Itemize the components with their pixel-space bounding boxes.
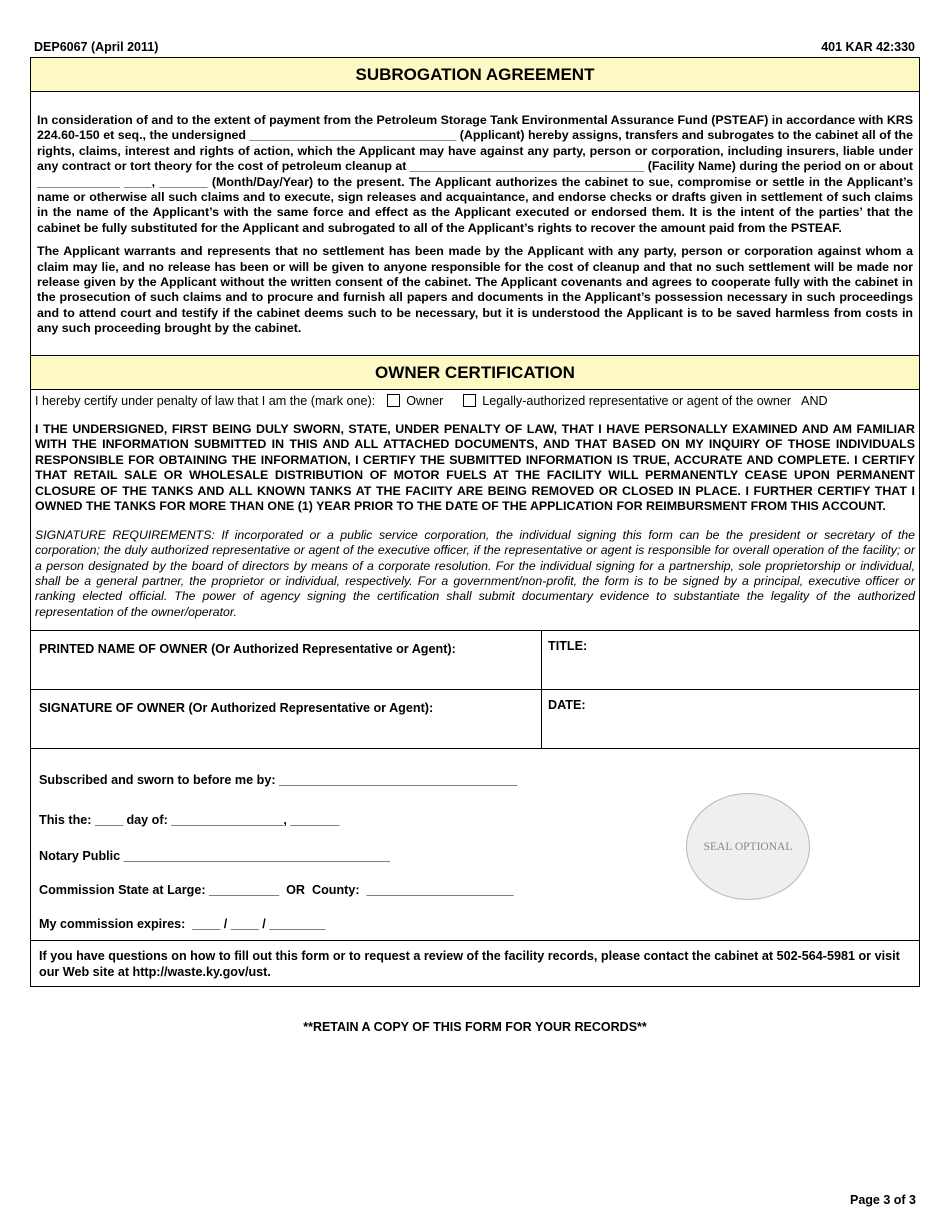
date-field[interactable] bbox=[542, 690, 919, 748]
sworn-statement: I THE UNDERSIGNED, FIRST BEING DULY SWORN, STATE, UNDER PENALTY OF LAW, THAT I HAVE PERSONALLY EXAMINED AND AM FAMILIAR WITH THE INFORMATION SUBMITTED IN THIS AND ALL ATTACHED DOCUMENTS, AND THAT BASED ON MY INQUIRY OF THOSE INDIVIDUALS RESPONSIBLE FOR OBTAINING THE INFORMATION, I CERTIFY THE SUBMITTED INFORMATION IS TRUE, ACCURATE AND COMPLETE. I CERTIFY THAT RETAIL SALE OR WHOLESALE DISTRIBUTION OF MOTOR FUELS AT THE FACILITY WILL PERMANENTLY CEASE UPON PERMANENT CLOSURE OF THE TANKS AND ALL KNOWN TANKS AT THE FACIITY ARE BEING REMOVED OR CLOSED IN PLACE. I FURTHER CERTIFY THAT I OWNED THE TANKS FOR MORE THAN ONE (1) YEAR PRIOR TO THE DATE OF THE APPLICATION FOR REIMBURSMENT FROM THIS ACCOUNT. bbox=[35, 421, 915, 514]
contact-note: If you have questions on how to fill out this form or to request a review of the facility records, please contact the cabinet at 502-564-5981 or visit our Web site at http://waste.ky.gov/ust. bbox=[31, 940, 919, 986]
certify-line bbox=[31, 390, 919, 412]
form-body bbox=[30, 57, 920, 987]
retain-copy-note: **RETAIN A COPY OF THIS FORM FOR YOUR RECORDS** bbox=[303, 1020, 647, 1034]
commission-state-line[interactable]: Commission State at Large: __________ OR County: _____________________ bbox=[39, 883, 514, 898]
subscribed-line[interactable]: Subscribed and sworn to before me by: __________________________________ bbox=[39, 773, 518, 788]
regulation-ref: 401 KAR 42:330 bbox=[821, 40, 915, 54]
signature-row bbox=[31, 689, 919, 748]
and-text: AND bbox=[801, 393, 828, 408]
signature-label: SIGNATURE OF OWNER (Or Authorized Representative or Agent): bbox=[39, 701, 434, 716]
printed-name-row bbox=[31, 630, 919, 689]
notary-public-line[interactable]: Notary Public ______________________________________ bbox=[39, 849, 390, 864]
owner-certification-title: OWNER CERTIFICATION bbox=[31, 355, 919, 390]
subrogation-title: SUBROGATION AGREEMENT bbox=[31, 58, 919, 92]
form-id: DEP6067 (April 2011) bbox=[34, 40, 159, 54]
title-field[interactable] bbox=[542, 631, 919, 689]
signature-field[interactable] bbox=[31, 690, 542, 748]
owner-checkbox[interactable] bbox=[387, 394, 400, 407]
printed-name-label: PRINTED NAME OF OWNER (Or Authorized Representative or Agent): bbox=[39, 642, 456, 657]
signature-requirements: SIGNATURE REQUIREMENTS: If incorporated or a public service corporation, the individual signing this form can be the president or secretary of the corporation; the duly authorized representative or agent of the executive officer, if the representative or agent is responsible for overall operation of the facility; or a person designated by the board of directors by means of a corporate resolution. For the individual signing for a partnership, sole proprietorship or individual, shall be a general partner, the proprietor or individual, respectively. For a government/non-profit, the form is to be signed by a principal, executive officer or ranking elected official. The power of agency signing the certification shall submit documentary evidence to substantiate the legality of the authorized representation of the owner/operator. bbox=[35, 527, 915, 619]
representative-checkbox[interactable] bbox=[463, 394, 476, 407]
title-label: TITLE: bbox=[548, 639, 588, 654]
certify-prefix: I hereby certify under penalty of law that I am the (mark one): bbox=[35, 393, 376, 408]
this-the-line[interactable]: This the: ____ day of: ________________, _______ bbox=[39, 813, 340, 828]
page-number: Page 3 of 3 bbox=[850, 1193, 916, 1207]
seal-optional-stamp: SEAL OPTIONAL bbox=[686, 793, 810, 900]
date-label: DATE: bbox=[548, 698, 586, 713]
printed-name-field[interactable] bbox=[31, 631, 542, 689]
subrogation-paragraph-2: The Applicant warrants and represents that no settlement has been made by the Applicant with any party, person or corporation against whom a claim may lie, and no release has been or will be given to anyone responsible for the cost of cleanup and that no such settlement will be made nor release given by the Applicant without the written consent of the cabinet. The Applicant covenants and agrees to cooperate fully with the cabinet in the prosecution of such claims and to procure and furnish all papers and documents in the Applicant’s possession necessary in such proceedings and to attend court and testify if the cabinet deems such to be necessary, but it is understood the Applicant is to be saved harmless from costs in any such proceeding brought by the cabinet. bbox=[37, 244, 913, 336]
representative-option-label: Legally-authorized representative or agent of the owner bbox=[482, 393, 792, 408]
owner-option-label: Owner bbox=[406, 393, 444, 408]
subrogation-paragraph-1: In consideration of and to the extent of payment from the Petroleum Storage Tank Environmental Assurance Fund (PSTEAF) in accordance with KRS 224.60-150 et seq., the undersigned ______________________________ (Applicant) hereby assigns, transfers and subrogates to the cabinet all of the rights, claims, interest and rights of action, which the Applicant may have against any party, person or corporation, including insurers, liable under any contract or tort theory for the cost of petroleum cleanup at __________________________________ (Facility Name) during the period on or about ____________ ____, _______ (Month/Day/Year) to the present. The Applicant authorizes the cabinet to sue, compromise or settle in the Applicant’s name or otherwise all such claims and to execute, sign releases and acquaintance, and endorse checks or drafts given in settlement of such claims in the name of the Applicant’s with the same force and effect as the Applicant executed or endorsed them. It is the intent of the parties’ that the cabinet be fully substituted for the Applicant and subrogated to all of the Applicant’s rights to recover the amount paid from the PSTEAF. bbox=[37, 113, 913, 235]
notary-section bbox=[31, 748, 919, 940]
commission-expires-line[interactable]: My commission expires: ____ / ____ / ________ bbox=[39, 917, 326, 932]
